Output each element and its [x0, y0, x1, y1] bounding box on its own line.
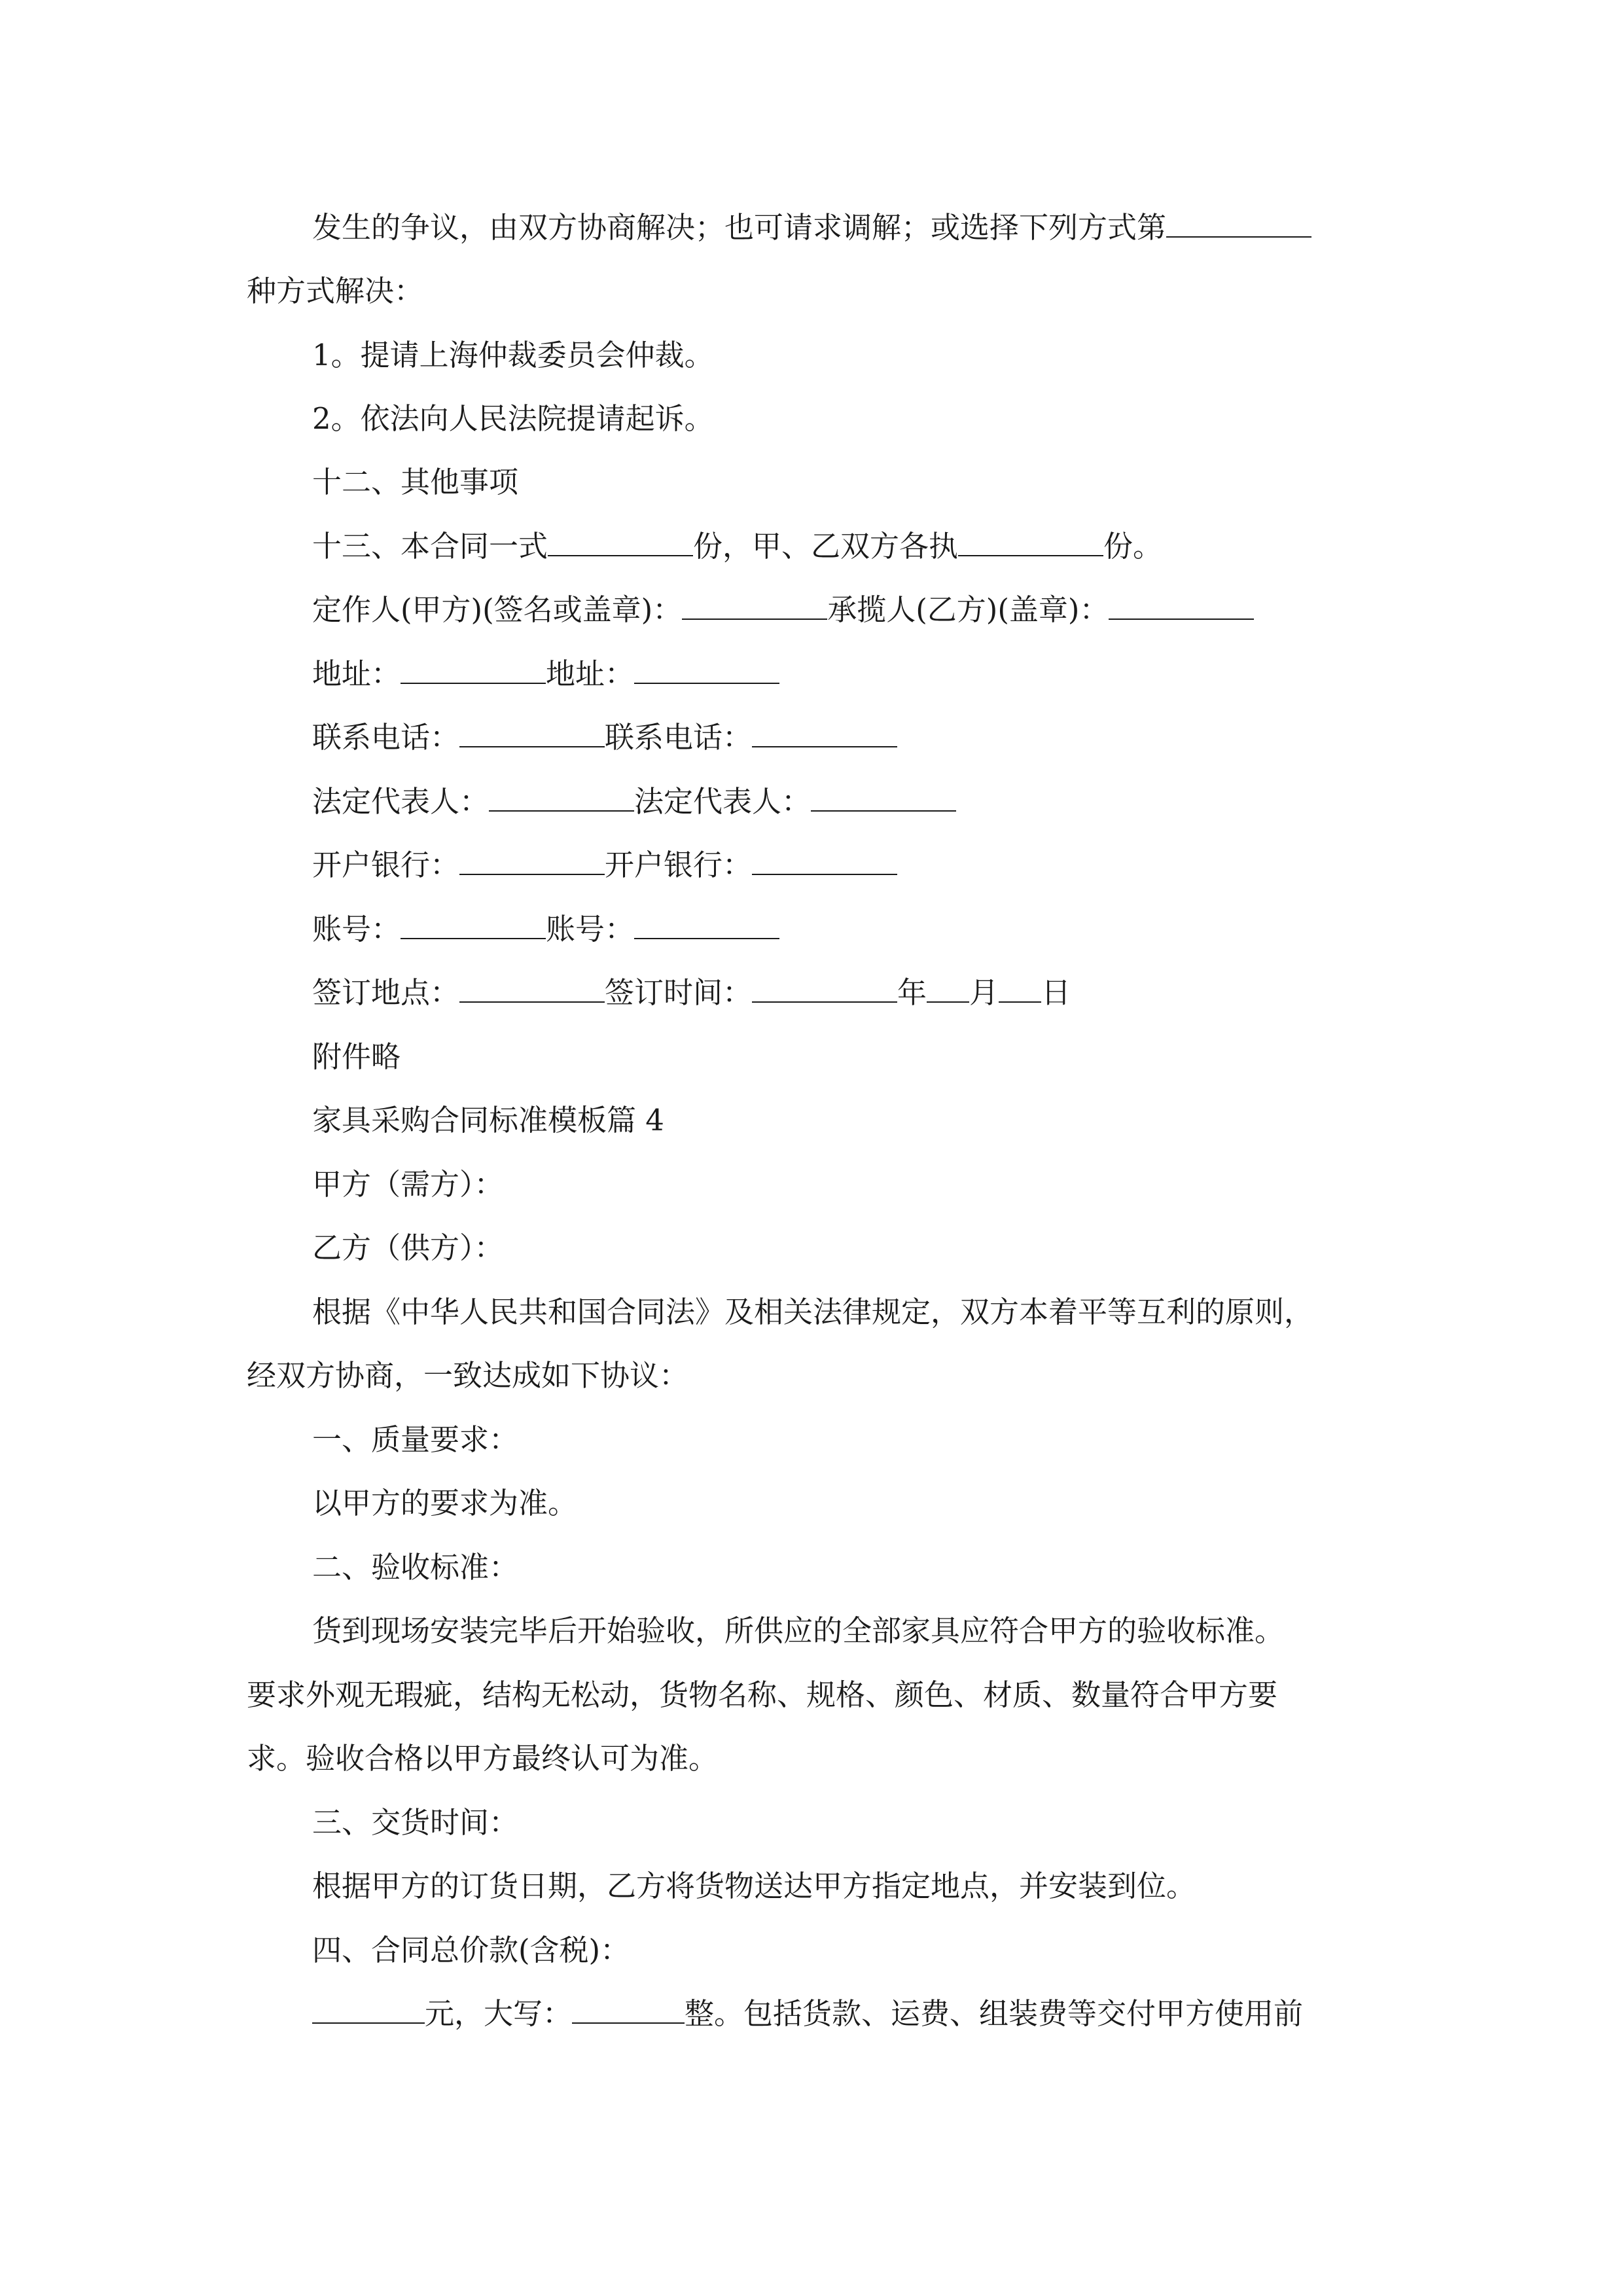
paragraph-line	[312, 1293, 1313, 1332]
list-item	[312, 336, 714, 375]
fill-blank	[752, 719, 897, 747]
text: 签订地点：	[312, 975, 460, 1010]
signature-line	[312, 846, 897, 885]
text: 1。提请上海仲裁委员会仲裁。	[312, 338, 714, 372]
text: 要求外观无瑕疵，结构无松动，货物名称、规格、颜色、材质、数量符合甲方要	[247, 1677, 1278, 1712]
fill-blank	[401, 910, 546, 939]
paragraph-line	[312, 1611, 1284, 1651]
fill-blank	[634, 655, 779, 684]
text: 乙方（供方）：	[312, 1230, 504, 1265]
fill-blank	[958, 528, 1103, 556]
section-heading	[312, 1420, 518, 1460]
text: 发生的争议，由双方协商解决；也可请求调解；或选择下列方式第	[312, 210, 1167, 245]
signature-line	[312, 590, 1254, 630]
text: 定作人(甲方)(签名或盖章)：	[312, 592, 683, 627]
text: 十三、本合同一式	[312, 529, 548, 564]
section-heading	[312, 1931, 630, 1970]
party-line	[312, 1165, 504, 1204]
text: 联系电话：	[605, 720, 753, 755]
text: 账号：	[546, 912, 635, 946]
paragraph-line	[247, 1739, 718, 1778]
fill-blank	[312, 1995, 425, 2024]
text: 日	[1041, 975, 1071, 1010]
text: 四、合同总价款(含税)：	[312, 1933, 630, 1967]
fill-blank	[927, 974, 969, 1003]
signature-line	[312, 910, 779, 949]
text: 法定代表人：	[312, 784, 490, 819]
text: 附件略	[312, 1039, 401, 1074]
paragraph-line	[312, 1867, 1196, 1906]
party-line	[312, 1229, 504, 1268]
fill-blank	[459, 846, 605, 875]
text: 一、质量要求：	[312, 1422, 519, 1457]
signature-line	[312, 973, 1071, 1013]
fill-blank	[1109, 591, 1254, 620]
section-heading	[312, 463, 518, 502]
paragraph-line	[312, 1484, 577, 1523]
signature-line	[312, 782, 956, 821]
text: 种方式解决：	[247, 274, 424, 308]
list-item	[312, 399, 714, 439]
section-heading	[312, 1548, 518, 1587]
paragraph-line	[247, 1356, 688, 1395]
fill-blank	[572, 1995, 685, 2024]
text: 法定代表人：	[634, 784, 812, 819]
fill-blank	[459, 974, 605, 1003]
fill-blank	[999, 974, 1041, 1003]
text: 联系电话：	[312, 720, 460, 755]
text: 经双方协商，一致达成如下协议：	[247, 1358, 689, 1393]
text: 份，甲、乙双方各执	[693, 529, 959, 564]
text: 十二、其他事项	[312, 465, 519, 499]
paragraph-line	[312, 1037, 401, 1077]
text: 根据《中华人民共和国合同法》及相关法律规定，双方本着平等互利的原则，	[312, 1295, 1314, 1329]
paragraph-line	[247, 1676, 1277, 1715]
fill-blank	[752, 974, 897, 1003]
text: 二、验收标准：	[312, 1550, 519, 1585]
text: 份。	[1103, 529, 1163, 564]
text: 整。包括货款、运费、组装费等交付甲方使用前	[685, 1996, 1304, 2031]
paragraph-line	[312, 1994, 1303, 2034]
fill-blank	[1166, 209, 1311, 238]
text: 地址：	[546, 656, 635, 691]
text: 元，大写：	[425, 1996, 573, 2031]
text: 月	[969, 975, 999, 1010]
paragraph-line	[247, 272, 423, 311]
fill-blank	[811, 783, 956, 812]
fill-blank	[489, 783, 634, 812]
text: 甲方（需方）：	[312, 1167, 504, 1202]
fill-blank	[459, 719, 605, 747]
fill-blank	[548, 528, 693, 556]
section-heading	[312, 1803, 518, 1842]
text: 2。依法向人民法院提请起诉。	[312, 401, 714, 436]
fill-blank	[682, 591, 827, 620]
fill-blank	[752, 846, 897, 875]
text: 开户银行：	[312, 848, 460, 882]
text: 根据甲方的订货日期，乙方将货物送达甲方指定地点，并安装到位。	[312, 1869, 1196, 1903]
signature-line	[312, 655, 779, 694]
text: 货到现场安装完毕后开始验收，所供应的全部家具应符合甲方的验收标准。	[312, 1613, 1285, 1648]
document-heading	[312, 1101, 664, 1140]
text: 账号：	[312, 912, 401, 946]
text: 三、交货时间：	[312, 1805, 519, 1840]
text: 以甲方的要求为准。	[312, 1486, 578, 1520]
paragraph-line	[312, 208, 1311, 247]
text: 求。验收合格以甲方最终认可为准。	[247, 1741, 719, 1776]
fill-blank	[634, 910, 779, 939]
text: 签订时间：	[605, 975, 753, 1010]
text: 地址：	[312, 656, 401, 691]
text: 开户银行：	[605, 848, 753, 882]
signature-line	[312, 718, 897, 757]
text: 年	[897, 975, 927, 1010]
paragraph-line	[312, 527, 1162, 566]
fill-blank	[401, 655, 546, 684]
text: 承揽人(乙方)(盖章)：	[827, 592, 1109, 627]
text: 家具采购合同标准模板篇 4	[312, 1103, 664, 1138]
